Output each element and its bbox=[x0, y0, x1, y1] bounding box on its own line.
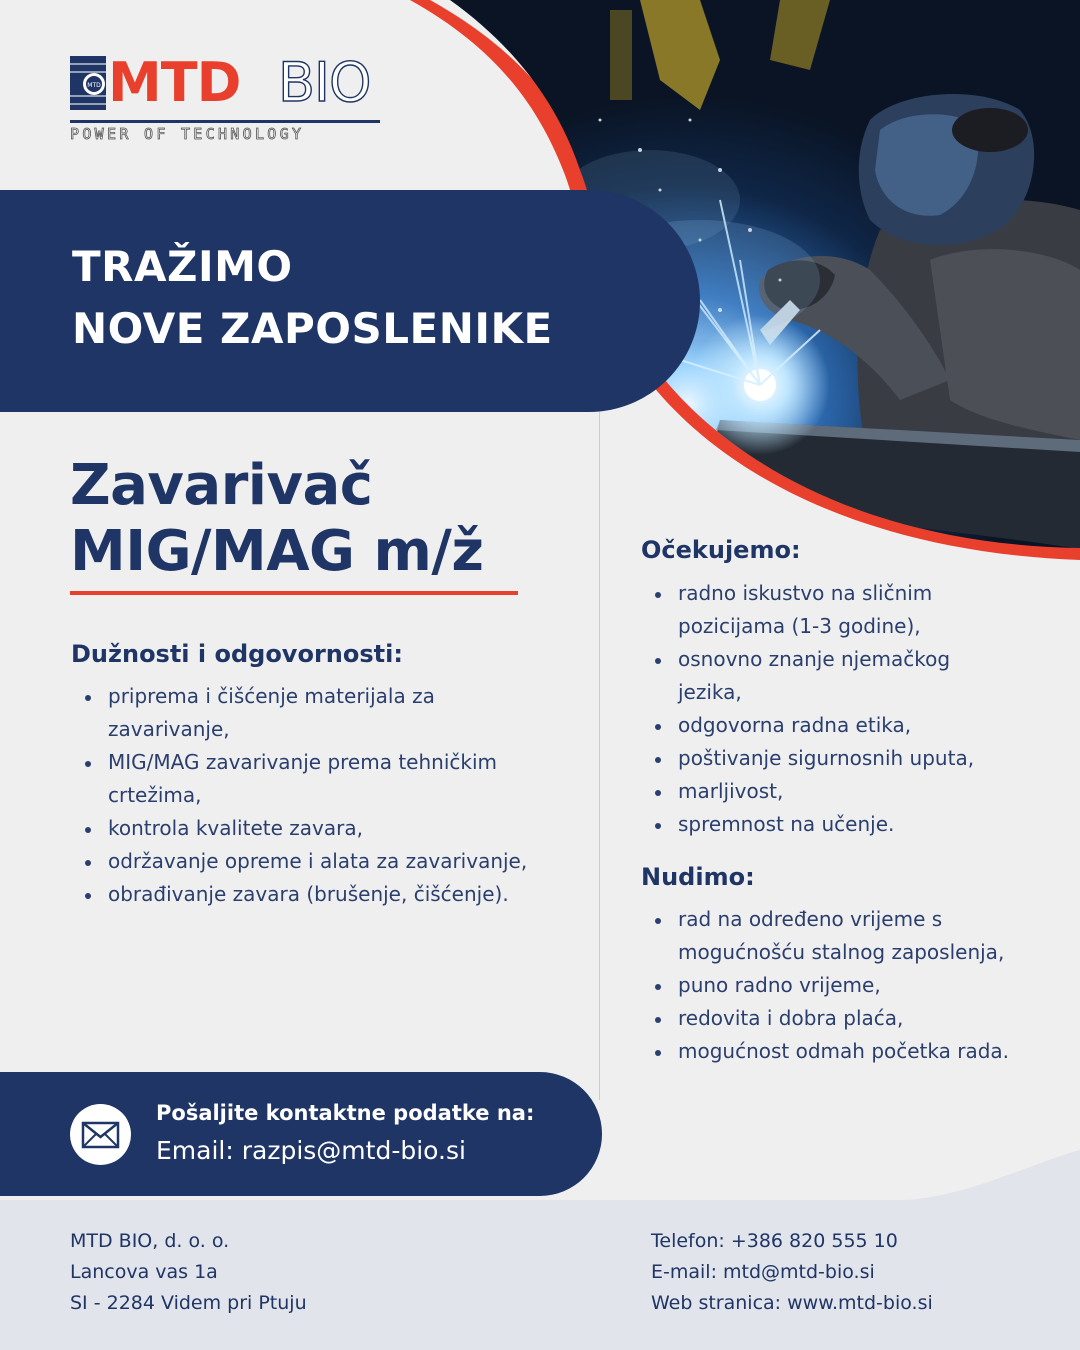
gear-emblem-icon bbox=[70, 56, 110, 114]
banner-line-1: TRAŽIMO bbox=[72, 242, 293, 291]
contact-heading: Pošaljite kontaktne podatke na: bbox=[156, 1101, 535, 1125]
list-item: marljivost, bbox=[641, 775, 974, 808]
banner-line-2: NOVE ZAPOSLENIKE bbox=[72, 304, 553, 353]
list-item: poštivanje sigurnosnih uputa, bbox=[641, 742, 974, 775]
list-item: mogućnošću stalnog zaposlenja, bbox=[678, 940, 1005, 964]
contact-email-link[interactable]: Email: razpis@mtd-bio.si bbox=[156, 1136, 466, 1165]
title-underline bbox=[70, 591, 518, 595]
footer-email[interactable]: E-mail: mtd@mtd-bio.si bbox=[651, 1261, 875, 1283]
footer-phone[interactable]: Telefon: +386 820 555 10 bbox=[651, 1230, 898, 1252]
list-item: obrađivanje zavara (brušenje, čišćenje). bbox=[71, 878, 527, 911]
footer-web[interactable]: Web stranica: www.mtd-bio.si bbox=[651, 1292, 933, 1314]
list-item: odgovorna radna etika, bbox=[641, 709, 974, 742]
list-item: rad na određeno vrijeme s bbox=[641, 903, 1009, 936]
job-title-line-2: MIG/MAG m/ž bbox=[70, 519, 484, 584]
expect-heading: Očekujemo: bbox=[641, 536, 801, 564]
list-item: crtežima, bbox=[108, 783, 202, 807]
footer-company: MTD BIO, d. o. o. bbox=[70, 1230, 230, 1252]
expect-list bbox=[641, 577, 974, 841]
logo-mtd-text: MTD bbox=[108, 51, 241, 114]
list-item: osnovno znanje njemačkog bbox=[641, 643, 974, 676]
list-item: zavarivanje, bbox=[108, 717, 230, 741]
list-item: pozicijama (1-3 godine), bbox=[678, 614, 921, 638]
list-item: spremnost na učenje. bbox=[641, 808, 974, 841]
logo-tagline: POWER OF TECHNOLOGY bbox=[70, 120, 380, 143]
headline-banner bbox=[0, 190, 700, 412]
list-item: MIG/MAG zavarivanje prema tehničkim bbox=[71, 746, 527, 779]
footer-address bbox=[70, 1226, 307, 1319]
list-item: radno iskustvo na sličnim bbox=[641, 577, 974, 610]
job-title-line-1: Zavarivač bbox=[70, 453, 373, 518]
company-logo bbox=[70, 52, 390, 142]
list-item: priprema i čišćenje materijala za bbox=[71, 680, 527, 713]
list-item: održavanje opreme i alata za zavarivanje, bbox=[71, 845, 527, 878]
envelope-icon bbox=[70, 1104, 131, 1165]
offer-heading: Nudimo: bbox=[641, 863, 755, 891]
mail-icon-badge bbox=[70, 1104, 131, 1165]
list-item: puno radno vrijeme, bbox=[641, 969, 1009, 1002]
footer-city: SI - 2284 Videm pri Ptuju bbox=[70, 1292, 307, 1314]
footer-street: Lancova vas 1a bbox=[70, 1261, 218, 1283]
column-divider bbox=[599, 412, 600, 1100]
offer-list bbox=[641, 903, 1009, 1068]
list-item: redovita i dobra plaća, bbox=[641, 1002, 1009, 1035]
list-item: mogućnost odmah početka rada. bbox=[641, 1035, 1009, 1068]
duties-heading: Dužnosti i odgovornosti: bbox=[71, 640, 403, 668]
list-item: kontrola kvalitete zavara, bbox=[71, 812, 527, 845]
logo-bio-text: BIO bbox=[278, 51, 371, 114]
footer-contacts bbox=[651, 1226, 933, 1319]
duties-list bbox=[71, 680, 527, 911]
emblem-label: MTD bbox=[87, 82, 101, 89]
list-item: jezika, bbox=[678, 680, 742, 704]
